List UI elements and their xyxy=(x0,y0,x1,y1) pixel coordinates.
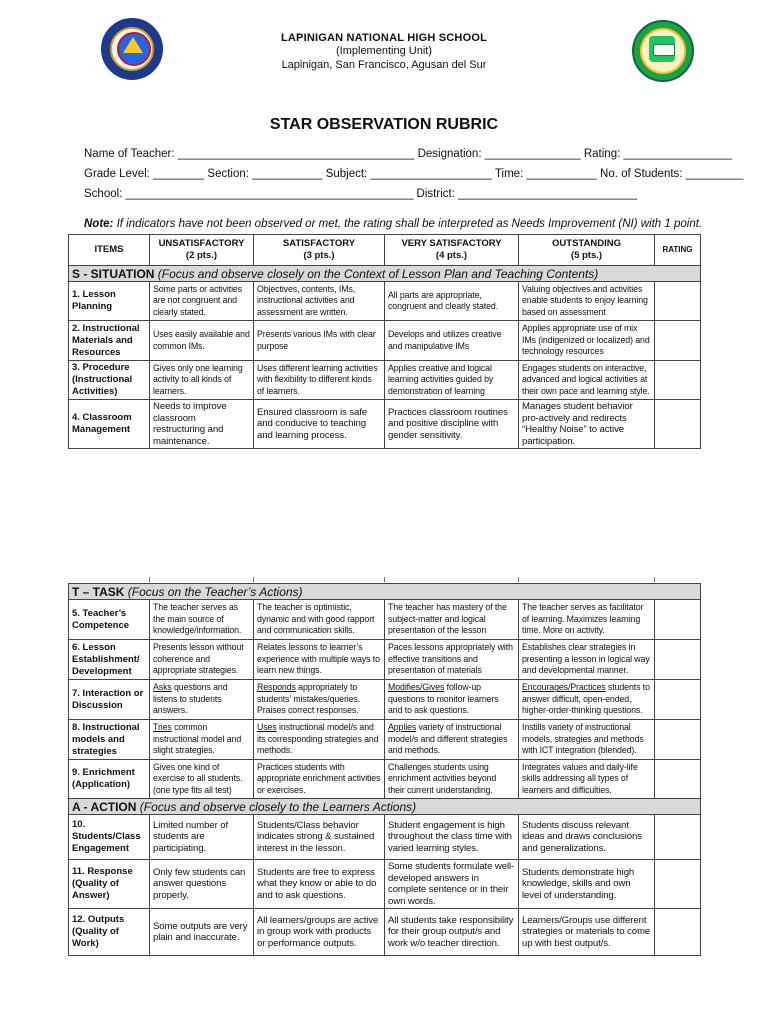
criterion-verb: Uses xyxy=(257,722,277,733)
note-text: If indicators have not been observed or met, the rating shall be interpreted as Needs Improvement (NI) with 1 point. xyxy=(113,218,703,230)
table-row xyxy=(69,815,701,860)
item-label: 2. Instructional Materials and Resources xyxy=(69,321,150,361)
criterion-satisfactory: Relates lessons to learner’s experience with multiple ways to learn new things. xyxy=(254,640,385,680)
criterion-satisfactory xyxy=(254,680,385,720)
criterion-outstanding: Establishes clear strategies in presenting a lesson in logical way and developmental manner. xyxy=(519,640,655,680)
criterion-outstanding: Integrates values and daily-life skills addressing all types of learners and difficulties. xyxy=(519,760,655,799)
rating-cell[interactable] xyxy=(655,361,701,400)
section-title: S - SITUATION xyxy=(72,266,155,281)
col-very-satisfactory: VERY SATISFACTORY (4 pts.) xyxy=(385,235,519,266)
criterion-unsatisfactory: Gives only one learning activity to all kinds of learners. xyxy=(150,361,254,400)
table-row xyxy=(69,909,701,956)
criterion-text: questions and listens to students answers. xyxy=(153,682,228,716)
criterion-outstanding: Learners/Groups use different strategies or materials to come up with best output/s. xyxy=(519,909,655,956)
criterion-unsatisfactory: Only few students can answer questions properly. xyxy=(150,860,254,909)
criterion-outstanding: Engages students on interactive, advanced and logical activities at their own pace and learning style. xyxy=(519,361,655,400)
school-name: LAPINIGAN NATIONAL HIGH SCHOOL xyxy=(280,32,488,44)
criterion-very-satisfactory: Develops and utilizes creative and manipulative IMs xyxy=(385,321,519,361)
criterion-very-satisfactory: All students take responsibility for their group output/s and work w/o teacher direction. xyxy=(385,909,519,956)
section-task xyxy=(69,584,701,600)
criterion-very-satisfactory: Applies creative and logical learning activities guided by demonstration of learning xyxy=(385,361,519,400)
criterion-text: students to answer difficult, open-ended, higher-order-thinking questions. xyxy=(522,682,650,716)
criterion-text: instructional model/s and its corresponding strategies and methods. xyxy=(257,722,379,756)
rating-cell[interactable] xyxy=(655,282,701,321)
criterion-satisfactory: Practices students with appropriate enrichment activities or exercises. xyxy=(254,760,385,799)
item-label: 7. Interaction or Discussion xyxy=(69,680,150,720)
table-row xyxy=(69,600,701,640)
criterion-very-satisfactory: All parts are appropriate, congruent and clearly stated. xyxy=(385,282,519,321)
criterion-text: appropriately to students’ mistakes/queries. Praises correct responses. xyxy=(257,682,361,716)
table-row xyxy=(69,282,701,321)
class-info-line[interactable]: Grade Level: ________ Section: ___________ Subject: ___________________ Time: ___________ No. of Students: _________ xyxy=(84,168,744,180)
criterion-unsatisfactory xyxy=(150,680,254,720)
note xyxy=(84,218,714,230)
section-title: T – TASK xyxy=(72,584,125,599)
item-label: 4. Classroom Management xyxy=(69,400,150,449)
school-info-line[interactable]: School: _____________________________________________ District: ____________________________ xyxy=(84,188,638,200)
criterion-verb: Applies xyxy=(388,722,417,733)
section-action xyxy=(69,799,701,815)
note-label: Note: xyxy=(84,218,114,230)
table-row xyxy=(69,640,701,680)
criterion-outstanding: Applies appropriate use of mix IMs (indigenized or localized) and technology resources xyxy=(519,321,655,361)
criterion-outstanding: Instills variety of instructional models, strategies and methods with ICT integration (blended). xyxy=(519,720,655,760)
criterion-very-satisfactory: Some students formulate well-developed answers in complete sentence or in their own words. xyxy=(385,860,519,909)
item-label: 1. Lesson Planning xyxy=(69,282,150,321)
criterion-outstanding xyxy=(519,680,655,720)
criterion-verb: Asks xyxy=(153,682,172,693)
table-row xyxy=(69,321,701,361)
criterion-unsatisfactory: Some outputs are very plain and inaccurate. xyxy=(150,909,254,956)
rubric-table-task-action xyxy=(68,583,701,956)
criterion-unsatisfactory: Gives one kind of exercise to all students. (one type fits all test) xyxy=(150,760,254,799)
criterion-text: common instructional model and slight strategies. xyxy=(153,722,242,756)
criterion-unsatisfactory: Some parts or activities are not congruent and clearly stated. xyxy=(150,282,254,321)
criterion-text: variety of instructional model/s and different strategies and methods. xyxy=(388,722,508,756)
criterion-satisfactory: All learners/groups are active in group work with products or performance outputs. xyxy=(254,909,385,956)
criterion-verb: Encourages/Practices xyxy=(522,682,606,693)
item-label: 9. Enrichment (Application) xyxy=(69,760,150,799)
table-row xyxy=(69,860,701,909)
item-label: 5. Teacher’s Competence xyxy=(69,600,150,640)
rating-cell[interactable] xyxy=(655,400,701,449)
item-label: 3. Procedure (Instructional Activities) xyxy=(69,361,150,400)
rating-cell[interactable] xyxy=(655,640,701,680)
section-desc: (Focus and observe closely to the Learners Actions) xyxy=(136,799,417,814)
criterion-unsatisfactory: Presents lesson without coherence and appropriate strategies. xyxy=(150,640,254,680)
col-items: ITEMS xyxy=(69,235,150,266)
criterion-unsatisfactory: Uses easily available and common IMs. xyxy=(150,321,254,361)
col-rating: RATING xyxy=(655,235,701,266)
criterion-satisfactory: Students are free to express what they know or able to do and to ask questions. xyxy=(254,860,385,909)
criterion-satisfactory: Presents various IMs with clear purpose xyxy=(254,321,385,361)
criterion-unsatisfactory: Limited number of students are participating. xyxy=(150,815,254,860)
criterion-outstanding: The teacher serves as facilitator of learning. Maximizes learning time. More on activity. xyxy=(519,600,655,640)
criterion-very-satisfactory: The teacher has mastery of the subject-matter and logical presentation of the lesson xyxy=(385,600,519,640)
rating-cell[interactable] xyxy=(655,680,701,720)
rating-cell[interactable] xyxy=(655,760,701,799)
criterion-very-satisfactory: Student engagement is high throughout the class time with varied learning styles. xyxy=(385,815,519,860)
criterion-very-satisfactory: Challenges students using enrichment activities beyond their current understanding. xyxy=(385,760,519,799)
page-title: STAR OBSERVATION RUBRIC xyxy=(269,116,499,133)
col-satisfactory: SATISFACTORY (3 pts.) xyxy=(254,235,385,266)
criterion-very-satisfactory: Practices classroom routines and positive discipline with gender sensitivity. xyxy=(385,400,519,449)
criterion-satisfactory: Uses different learning activities with flexibility to different kinds of learners. xyxy=(254,361,385,400)
section-situation xyxy=(69,266,701,282)
col-outstanding: OUTSTANDING (5 pts.) xyxy=(519,235,655,266)
rating-cell[interactable] xyxy=(655,815,701,860)
section-desc: (Focus on the Teacher’s Actions) xyxy=(124,584,303,599)
teacher-info-line[interactable]: Name of Teacher: _____________________________________ Designation: _______________ Rating: _________________ xyxy=(84,148,733,160)
rating-cell[interactable] xyxy=(655,720,701,760)
criterion-satisfactory xyxy=(254,720,385,760)
col-unsatisfactory: UNSATISFACTORY (2 pts.) xyxy=(150,235,254,266)
criterion-very-satisfactory: Paces lessons appropriately with effective transitions and presentation of materials xyxy=(385,640,519,680)
item-label: 6. Lesson Establishment/ Development xyxy=(69,640,150,680)
table-header-row xyxy=(69,235,701,266)
table-row xyxy=(69,760,701,799)
criterion-unsatisfactory: The teacher serves as the main source of knowledge/information. xyxy=(150,600,254,640)
rubric-table-situation xyxy=(68,234,701,449)
criterion-verb: Responds xyxy=(257,682,296,693)
rating-cell[interactable] xyxy=(655,909,701,956)
table-row xyxy=(69,720,701,760)
section-title: A - ACTION xyxy=(72,799,137,814)
table-row xyxy=(69,680,701,720)
implementing-unit: (Implementing Unit) xyxy=(336,45,432,57)
criterion-very-satisfactory xyxy=(385,680,519,720)
item-label: 10. Students/Class Engagement xyxy=(69,815,150,860)
rating-cell[interactable] xyxy=(655,860,701,909)
rating-cell[interactable] xyxy=(655,600,701,640)
criterion-satisfactory: Ensured classroom is safe and conducive to teaching and learning process. xyxy=(254,400,385,449)
item-label: 8. Instructional models and strategies xyxy=(69,720,150,760)
rating-cell[interactable] xyxy=(655,321,701,361)
criterion-outstanding: Valuing objectives and activities enable students to enjoy learning based on assessment xyxy=(519,282,655,321)
criterion-outstanding: Manages student behavior pro-actively and redirects “Healthy Noise” to active participation. xyxy=(519,400,655,449)
criterion-outstanding: Students discuss relevant ideas and draws conclusions and generalizations. xyxy=(519,815,655,860)
criterion-satisfactory: The teacher is optimistic, dynamic and with good rapport and communication skills. xyxy=(254,600,385,640)
table-row xyxy=(69,400,701,449)
school-address: Lapinigan, San Francisco, Agusan del Sur xyxy=(281,59,487,71)
criterion-outstanding: Students demonstrate high knowledge, skills and own level of understanding. xyxy=(519,860,655,909)
table-row xyxy=(69,361,701,400)
criterion-very-satisfactory xyxy=(385,720,519,760)
criterion-satisfactory: Students/Class behavior indicates strong & sustained interest in the lesson. xyxy=(254,815,385,860)
item-label: 12. Outputs (Quality of Work) xyxy=(69,909,150,956)
criterion-verb: Tries xyxy=(153,722,172,733)
criterion-satisfactory: Objectives, contents, IMs, instructional activities and assessment are written. xyxy=(254,282,385,321)
section-desc: (Focus and observe closely on the Context of Lesson Plan and Teaching Contents) xyxy=(154,266,599,281)
criterion-unsatisfactory xyxy=(150,720,254,760)
criterion-verb: Modifies/Gives xyxy=(388,682,445,693)
criterion-text: follow-up questions to monitor learners and to ask questions. xyxy=(388,682,499,716)
item-label: 11. Response (Quality of Answer) xyxy=(69,860,150,909)
criterion-unsatisfactory: Needs to improve classroom restructuring and maintenance. xyxy=(150,400,254,449)
